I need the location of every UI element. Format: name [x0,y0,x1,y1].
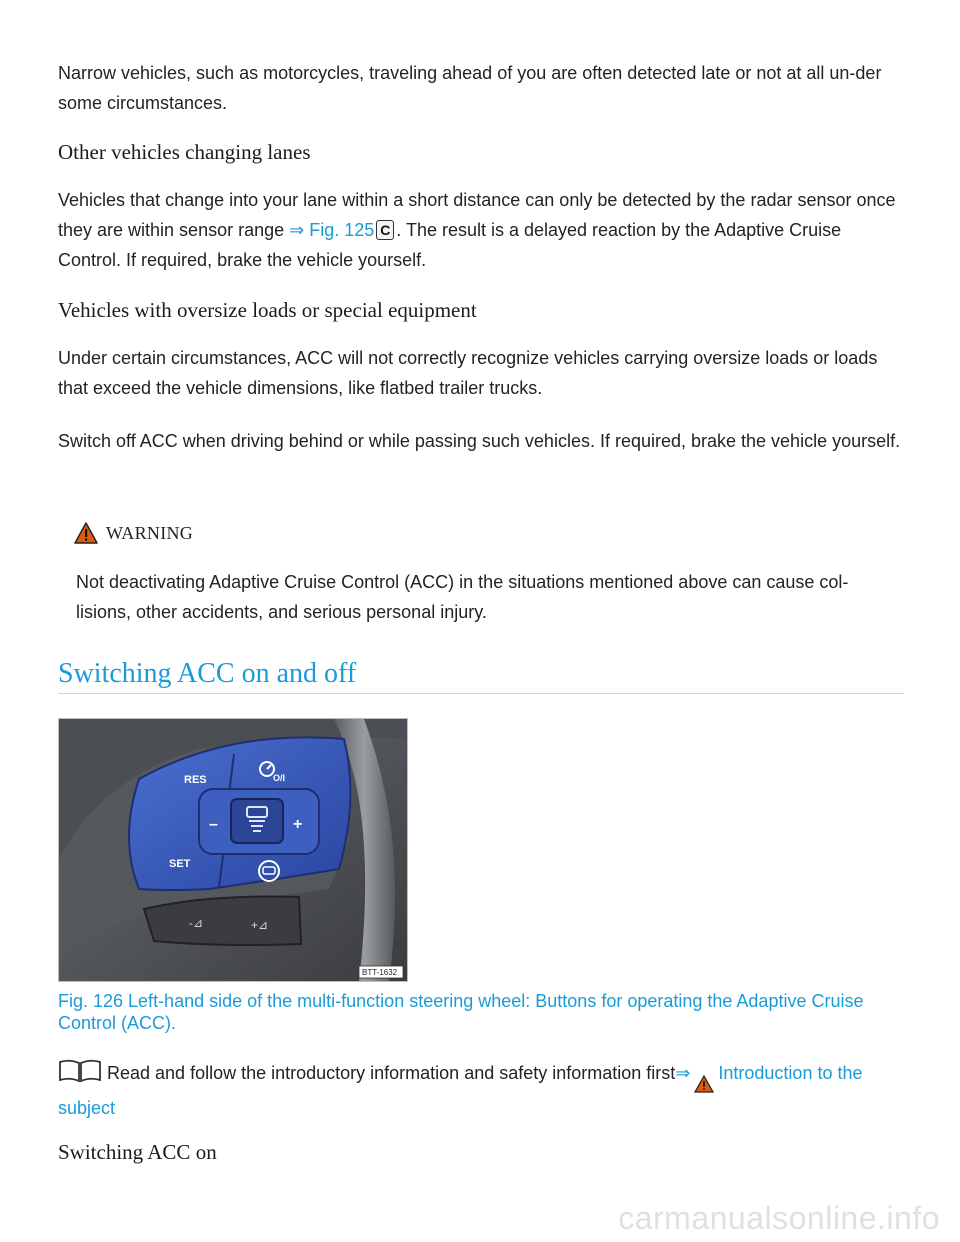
oversize-paragraph-2: Switch off ACC when driving behind or while passing such vehicles. If required, brake the vehicle yourself. [58,431,901,451]
lane-change-paragraph [58,185,908,275]
onoff-button-label[interactable]: O/I [273,773,286,783]
watermark: carmanualsonline.info [618,1200,940,1236]
book-icon [58,1059,102,1083]
plus-button-label[interactable]: + [293,816,303,833]
minus-paddle-icon: -⊿ [189,916,204,930]
steering-wheel-illustration [59,719,407,981]
minus-button-label[interactable]: – [209,816,218,833]
figure-caption: Fig. 126 Left-hand side of the multi-function steering wheel: Buttons for operating the Adaptive Cruise Control (ACC). [58,991,864,1033]
fig-125-link[interactable]: ⇒ Fig. 125 [289,220,375,240]
figure-code: BTT-1632 [362,968,398,977]
warning-small-icon [694,1075,714,1093]
warning-triangle-icon [74,522,98,544]
fig-c-badge: C [376,220,394,240]
warning-text: Not deactivating Adaptive Cruise Control (ACC) in the situations mentioned above can cause col-lisions, other accidents, and serious personal injury. [76,572,849,622]
oversize-paragraph-1: Under certain circumstances, ACC will not correctly recognize vehicles carrying oversize loads or loads that exceed the vehicle dimensions, like flatbed trailer trucks. [58,348,878,398]
read-first-text: Read and follow the introductory information and safety information first [102,1063,676,1083]
intro-paragraph: Narrow vehicles, such as motorcycles, traveling ahead of you are often detected late or not at all un-der some circumstances. [58,63,882,113]
heading-other-vehicles: Other vehicles changing lanes [58,140,311,164]
set-button-label[interactable]: SET [169,858,191,870]
heading-oversize-loads: Vehicles with oversize loads or special equipment [58,298,477,322]
introduction-link[interactable]: Introduction to the subject [58,1063,863,1118]
steering-wheel-figure [58,718,408,982]
section-heading-switching-acc: Switching ACC on and off [58,658,357,689]
res-button-label[interactable]: RES [184,774,207,786]
warning-label: WARNING [106,522,194,543]
plus-paddle-icon: +⊿ [251,918,269,932]
lane-text-after: . The result is a delayed reaction by the Adaptive Cruise Control. If required, brake the vehicle yourself. [58,220,842,270]
read-first-arrow[interactable]: ⇒ [675,1063,691,1083]
warning-header [74,520,193,546]
lane-text-before: Vehicles that change into your lane within a short distance can only be detected by the radar sensor once they are within sensor range [58,190,896,240]
heading-switching-acc-on: Switching ACC on [58,1140,217,1164]
section-divider [58,693,904,694]
read-first-notice [58,1058,908,1123]
